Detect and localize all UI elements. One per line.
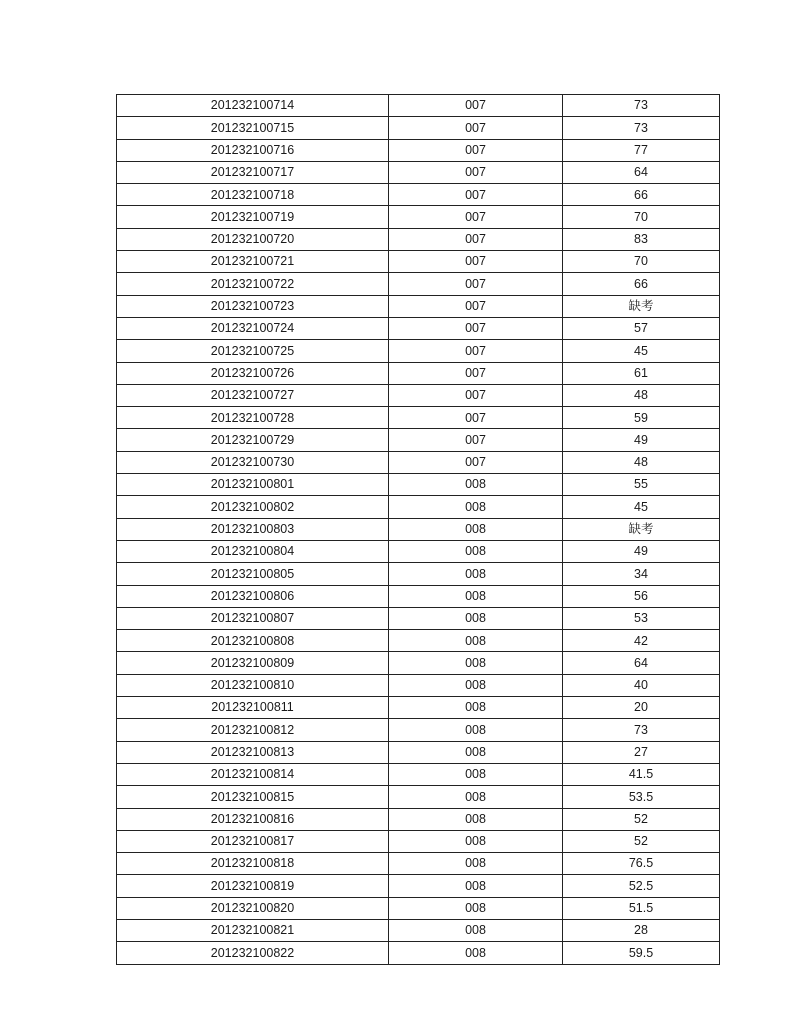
table-row [117,474,720,496]
candidate-id-cell: 201232100808 [117,630,389,652]
score-cell: 48 [563,384,720,406]
table-row [117,741,720,763]
candidate-id-cell: 201232100820 [117,897,389,919]
candidate-id-cell: 201232100716 [117,139,389,161]
score-cell: 53.5 [563,786,720,808]
room-number-cell: 007 [389,161,563,183]
candidate-id-cell: 201232100809 [117,652,389,674]
room-number-cell: 008 [389,518,563,540]
score-cell: 64 [563,161,720,183]
score-cell: 41.5 [563,763,720,785]
candidate-id-cell: 201232100715 [117,117,389,139]
score-cell: 66 [563,273,720,295]
candidate-id-cell: 201232100720 [117,228,389,250]
score-cell: 40 [563,674,720,696]
room-number-cell: 007 [389,407,563,429]
table-row [117,674,720,696]
candidate-id-cell: 201232100802 [117,496,389,518]
table-row [117,919,720,941]
candidate-id-cell: 201232100803 [117,518,389,540]
room-number-cell: 008 [389,942,563,964]
candidate-id-cell: 201232100727 [117,384,389,406]
table-row [117,697,720,719]
candidate-id-cell: 201232100724 [117,317,389,339]
room-number-cell: 008 [389,607,563,629]
room-number-cell: 008 [389,897,563,919]
score-cell: 77 [563,139,720,161]
candidate-id-cell: 201232100804 [117,540,389,562]
room-number-cell: 007 [389,273,563,295]
score-cell: 70 [563,206,720,228]
score-cell: 49 [563,540,720,562]
candidate-id-cell: 201232100807 [117,607,389,629]
room-number-cell: 008 [389,763,563,785]
score-cell: 45 [563,340,720,362]
table-row [117,95,720,117]
table-row [117,563,720,585]
candidate-id-cell: 201232100730 [117,451,389,473]
score-table-body [117,95,720,965]
room-number-cell: 008 [389,786,563,808]
candidate-id-cell: 201232100819 [117,875,389,897]
table-row [117,719,720,741]
room-number-cell: 008 [389,652,563,674]
candidate-id-cell: 201232100815 [117,786,389,808]
table-row [117,630,720,652]
table-row [117,540,720,562]
room-number-cell: 008 [389,741,563,763]
candidate-id-cell: 201232100722 [117,273,389,295]
table-row [117,273,720,295]
room-number-cell: 007 [389,117,563,139]
score-cell: 57 [563,317,720,339]
candidate-id-cell: 201232100721 [117,251,389,273]
room-number-cell: 008 [389,674,563,696]
table-row [117,786,720,808]
table-row [117,295,720,317]
room-number-cell: 008 [389,563,563,585]
room-number-cell: 008 [389,853,563,875]
table-row [117,384,720,406]
table-row [117,429,720,451]
room-number-cell: 007 [389,139,563,161]
room-number-cell: 007 [389,251,563,273]
table-row [117,206,720,228]
room-number-cell: 007 [389,340,563,362]
room-number-cell: 007 [389,95,563,117]
score-cell: 48 [563,451,720,473]
candidate-id-cell: 201232100714 [117,95,389,117]
score-cell: 34 [563,563,720,585]
table-row [117,228,720,250]
score-cell: 55 [563,474,720,496]
candidate-id-cell: 201232100729 [117,429,389,451]
table-row [117,897,720,919]
candidate-id-cell: 201232100812 [117,719,389,741]
table-row [117,808,720,830]
candidate-id-cell: 201232100813 [117,741,389,763]
room-number-cell: 007 [389,184,563,206]
room-number-cell: 008 [389,585,563,607]
room-number-cell: 007 [389,362,563,384]
room-number-cell: 008 [389,697,563,719]
room-number-cell: 008 [389,474,563,496]
candidate-id-cell: 201232100817 [117,830,389,852]
candidate-id-cell: 201232100719 [117,206,389,228]
score-cell: 缺考 [563,518,720,540]
room-number-cell: 008 [389,719,563,741]
score-cell: 73 [563,95,720,117]
room-number-cell: 007 [389,295,563,317]
candidate-id-cell: 201232100810 [117,674,389,696]
candidate-id-cell: 201232100821 [117,919,389,941]
candidate-id-cell: 201232100805 [117,563,389,585]
score-cell: 61 [563,362,720,384]
score-cell: 56 [563,585,720,607]
table-row [117,585,720,607]
score-cell: 59.5 [563,942,720,964]
table-row [117,607,720,629]
candidate-id-cell: 201232100726 [117,362,389,384]
table-row [117,853,720,875]
candidate-id-cell: 201232100822 [117,942,389,964]
score-cell: 42 [563,630,720,652]
candidate-id-cell: 201232100725 [117,340,389,362]
table-row [117,139,720,161]
table-row [117,451,720,473]
candidate-id-cell: 201232100718 [117,184,389,206]
table-row [117,518,720,540]
table-row [117,652,720,674]
score-cell: 52 [563,830,720,852]
score-cell: 52 [563,808,720,830]
score-cell: 59 [563,407,720,429]
score-cell: 49 [563,429,720,451]
candidate-id-cell: 201232100806 [117,585,389,607]
score-cell: 28 [563,919,720,941]
score-cell: 45 [563,496,720,518]
room-number-cell: 008 [389,919,563,941]
score-cell: 53 [563,607,720,629]
score-cell: 73 [563,117,720,139]
room-number-cell: 007 [389,206,563,228]
score-cell: 52.5 [563,875,720,897]
room-number-cell: 007 [389,451,563,473]
room-number-cell: 007 [389,384,563,406]
candidate-id-cell: 201232100818 [117,853,389,875]
room-number-cell: 008 [389,540,563,562]
candidate-id-cell: 201232100728 [117,407,389,429]
score-cell: 70 [563,251,720,273]
candidate-id-cell: 201232100717 [117,161,389,183]
score-cell: 66 [563,184,720,206]
table-row [117,161,720,183]
score-cell: 27 [563,741,720,763]
room-number-cell: 007 [389,317,563,339]
table-row [117,117,720,139]
room-number-cell: 008 [389,496,563,518]
table-row [117,407,720,429]
score-cell: 缺考 [563,295,720,317]
candidate-id-cell: 201232100811 [117,697,389,719]
room-number-cell: 008 [389,875,563,897]
score-cell: 64 [563,652,720,674]
room-number-cell: 008 [389,830,563,852]
candidate-id-cell: 201232100816 [117,808,389,830]
candidate-id-cell: 201232100723 [117,295,389,317]
score-cell: 76.5 [563,853,720,875]
table-row [117,763,720,785]
table-row [117,875,720,897]
candidate-id-cell: 201232100814 [117,763,389,785]
score-table [116,94,720,965]
table-row [117,362,720,384]
table-row [117,340,720,362]
room-number-cell: 007 [389,429,563,451]
score-cell: 73 [563,719,720,741]
table-row [117,184,720,206]
table-row [117,251,720,273]
table-row [117,317,720,339]
room-number-cell: 008 [389,808,563,830]
score-cell: 20 [563,697,720,719]
table-row [117,496,720,518]
table-row [117,830,720,852]
candidate-id-cell: 201232100801 [117,474,389,496]
room-number-cell: 007 [389,228,563,250]
score-cell: 51.5 [563,897,720,919]
score-cell: 83 [563,228,720,250]
room-number-cell: 008 [389,630,563,652]
table-row [117,942,720,964]
